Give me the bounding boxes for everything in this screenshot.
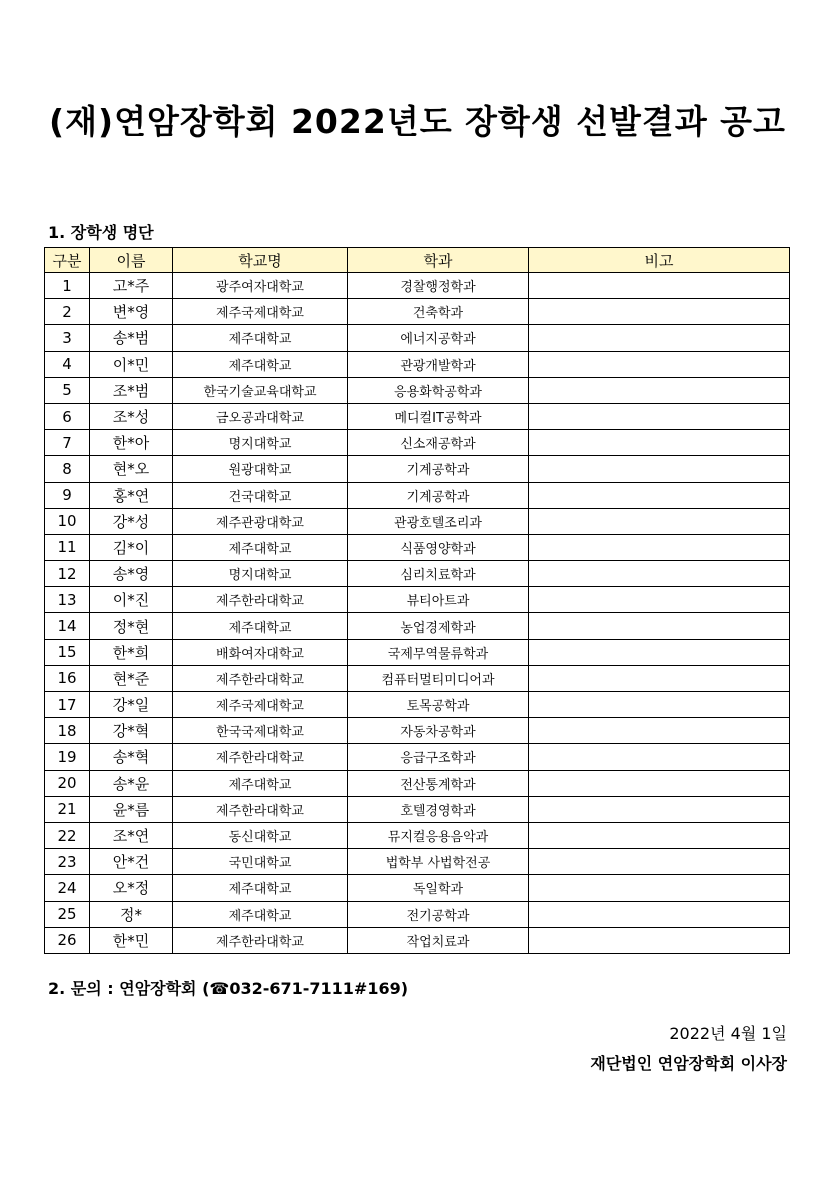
cell-remarks (529, 508, 790, 534)
cell-name: 김*이 (90, 534, 173, 560)
cell-number: 16 (45, 665, 90, 691)
cell-department: 신소재공학과 (348, 430, 529, 456)
cell-school: 제주한라대학교 (173, 744, 348, 770)
cell-number: 15 (45, 639, 90, 665)
table-row (45, 534, 790, 560)
cell-department: 전산통계학과 (348, 770, 529, 796)
cell-number: 18 (45, 718, 90, 744)
cell-school: 제주대학교 (173, 534, 348, 560)
cell-number: 11 (45, 534, 90, 560)
cell-number: 17 (45, 692, 90, 718)
cell-name: 강*혁 (90, 718, 173, 744)
cell-remarks (529, 587, 790, 613)
cell-number: 14 (45, 613, 90, 639)
cell-department: 에너지공학과 (348, 325, 529, 351)
cell-department: 식품영양학과 (348, 534, 529, 560)
cell-number: 12 (45, 561, 90, 587)
cell-school: 한국기술교육대학교 (173, 377, 348, 403)
table-row (45, 665, 790, 691)
cell-name: 송*범 (90, 325, 173, 351)
cell-school: 제주관광대학교 (173, 508, 348, 534)
cell-name: 강*일 (90, 692, 173, 718)
table-row (45, 325, 790, 351)
cell-remarks (529, 744, 790, 770)
cell-department: 심리치료학과 (348, 561, 529, 587)
table-row (45, 822, 790, 848)
cell-number: 25 (45, 901, 90, 927)
cell-remarks (529, 665, 790, 691)
cell-remarks (529, 849, 790, 875)
cell-school: 국민대학교 (173, 849, 348, 875)
table-row (45, 430, 790, 456)
cell-remarks (529, 534, 790, 560)
table-row (45, 299, 790, 325)
cell-remarks (529, 875, 790, 901)
cell-department: 컴퓨터멀티미디어과 (348, 665, 529, 691)
cell-remarks (529, 377, 790, 403)
column-header-name: 이름 (90, 248, 173, 273)
cell-department: 뷰티아트과 (348, 587, 529, 613)
table-row (45, 587, 790, 613)
cell-name: 변*영 (90, 299, 173, 325)
cell-name: 송*혁 (90, 744, 173, 770)
cell-remarks (529, 639, 790, 665)
cell-department: 자동차공학과 (348, 718, 529, 744)
scholarship-table (44, 247, 790, 954)
cell-name: 현*오 (90, 456, 173, 482)
cell-school: 제주한라대학교 (173, 927, 348, 953)
cell-number: 26 (45, 927, 90, 953)
cell-department: 기계공학과 (348, 456, 529, 482)
cell-number: 20 (45, 770, 90, 796)
cell-remarks (529, 796, 790, 822)
cell-name: 조*성 (90, 403, 173, 429)
table-row (45, 875, 790, 901)
cell-school: 제주한라대학교 (173, 665, 348, 691)
cell-department: 경찰행정학과 (348, 273, 529, 299)
cell-number: 6 (45, 403, 90, 429)
cell-school: 제주대학교 (173, 901, 348, 927)
column-header-department: 학과 (348, 248, 529, 273)
cell-name: 오*정 (90, 875, 173, 901)
cell-number: 9 (45, 482, 90, 508)
table-row (45, 482, 790, 508)
table-row (45, 901, 790, 927)
cell-name: 강*성 (90, 508, 173, 534)
cell-school: 금오공과대학교 (173, 403, 348, 429)
cell-department: 전기공학과 (348, 901, 529, 927)
cell-remarks (529, 482, 790, 508)
cell-remarks (529, 901, 790, 927)
cell-number: 8 (45, 456, 90, 482)
cell-remarks (529, 325, 790, 351)
section-heading-list: 1. 장학생 명단 (48, 223, 154, 242)
cell-school: 제주대학교 (173, 770, 348, 796)
cell-number: 23 (45, 849, 90, 875)
table-row (45, 718, 790, 744)
cell-school: 광주여자대학교 (173, 273, 348, 299)
table-row (45, 561, 790, 587)
cell-remarks (529, 718, 790, 744)
cell-remarks (529, 430, 790, 456)
cell-number: 2 (45, 299, 90, 325)
cell-name: 안*건 (90, 849, 173, 875)
cell-department: 건축학과 (348, 299, 529, 325)
cell-school: 제주국제대학교 (173, 299, 348, 325)
table-row (45, 403, 790, 429)
cell-name: 현*준 (90, 665, 173, 691)
cell-number: 13 (45, 587, 90, 613)
cell-department: 토목공학과 (348, 692, 529, 718)
table-row (45, 849, 790, 875)
cell-number: 5 (45, 377, 90, 403)
cell-department: 독일학과 (348, 875, 529, 901)
cell-name: 정* (90, 901, 173, 927)
cell-number: 22 (45, 822, 90, 848)
table-row (45, 351, 790, 377)
cell-number: 24 (45, 875, 90, 901)
page-title: (재)연암장학회 2022년도 장학생 선발결과 공고 (49, 102, 786, 141)
table-row (45, 508, 790, 534)
cell-number: 3 (45, 325, 90, 351)
cell-school: 제주대학교 (173, 325, 348, 351)
notice-date: 2022년 4월 1일 (669, 1024, 787, 1043)
cell-number: 10 (45, 508, 90, 534)
cell-school: 건국대학교 (173, 482, 348, 508)
cell-school: 배화여자대학교 (173, 639, 348, 665)
cell-number: 7 (45, 430, 90, 456)
cell-school: 한국국제대학교 (173, 718, 348, 744)
cell-remarks (529, 299, 790, 325)
cell-school: 제주대학교 (173, 613, 348, 639)
cell-department: 국제무역물류학과 (348, 639, 529, 665)
cell-remarks (529, 456, 790, 482)
cell-department: 법학부 사법학전공 (348, 849, 529, 875)
cell-name: 송*윤 (90, 770, 173, 796)
cell-school: 원광대학교 (173, 456, 348, 482)
cell-number: 4 (45, 351, 90, 377)
cell-school: 동신대학교 (173, 822, 348, 848)
table-row (45, 796, 790, 822)
cell-name: 한*아 (90, 430, 173, 456)
cell-remarks (529, 692, 790, 718)
cell-school: 제주한라대학교 (173, 587, 348, 613)
cell-department: 뮤지컬응용음악과 (348, 822, 529, 848)
cell-remarks (529, 273, 790, 299)
cell-name: 이*진 (90, 587, 173, 613)
cell-remarks (529, 561, 790, 587)
cell-name: 한*희 (90, 639, 173, 665)
column-header-remarks: 비고 (529, 248, 790, 273)
cell-school: 명지대학교 (173, 430, 348, 456)
contact-info: 2. 문의 : 연암장학회 (☎032-671-7111#169) (48, 979, 409, 998)
cell-name: 고*주 (90, 273, 173, 299)
column-header-school: 학교명 (173, 248, 348, 273)
cell-department: 응급구조학과 (348, 744, 529, 770)
cell-name: 한*민 (90, 927, 173, 953)
table-row (45, 273, 790, 299)
cell-department: 관광개발학과 (348, 351, 529, 377)
table-row (45, 456, 790, 482)
cell-department: 관광호텔조리과 (348, 508, 529, 534)
cell-department: 호텔경영학과 (348, 796, 529, 822)
table-row (45, 927, 790, 953)
cell-school: 제주대학교 (173, 351, 348, 377)
cell-name: 이*민 (90, 351, 173, 377)
table-row (45, 639, 790, 665)
cell-department: 농업경제학과 (348, 613, 529, 639)
cell-name: 조*연 (90, 822, 173, 848)
table-row (45, 744, 790, 770)
table-row (45, 692, 790, 718)
table-header-row (45, 248, 790, 273)
table-row (45, 377, 790, 403)
cell-school: 명지대학교 (173, 561, 348, 587)
cell-school: 제주대학교 (173, 875, 348, 901)
cell-remarks (529, 351, 790, 377)
table-row (45, 770, 790, 796)
cell-name: 홍*연 (90, 482, 173, 508)
cell-remarks (529, 822, 790, 848)
cell-name: 정*현 (90, 613, 173, 639)
cell-department: 메디컬IT공학과 (348, 403, 529, 429)
column-header-category: 구분 (45, 248, 90, 273)
cell-remarks (529, 927, 790, 953)
cell-name: 조*범 (90, 377, 173, 403)
cell-number: 1 (45, 273, 90, 299)
cell-number: 21 (45, 796, 90, 822)
table-row (45, 613, 790, 639)
cell-remarks (529, 613, 790, 639)
cell-remarks (529, 403, 790, 429)
cell-department: 응용화학공학과 (348, 377, 529, 403)
cell-number: 19 (45, 744, 90, 770)
cell-school: 제주국제대학교 (173, 692, 348, 718)
cell-name: 송*영 (90, 561, 173, 587)
cell-department: 기계공학과 (348, 482, 529, 508)
cell-department: 작업치료과 (348, 927, 529, 953)
signer-name: 재단법인 연암장학회 이사장 (590, 1054, 787, 1073)
cell-name: 윤*름 (90, 796, 173, 822)
cell-remarks (529, 770, 790, 796)
cell-school: 제주한라대학교 (173, 796, 348, 822)
